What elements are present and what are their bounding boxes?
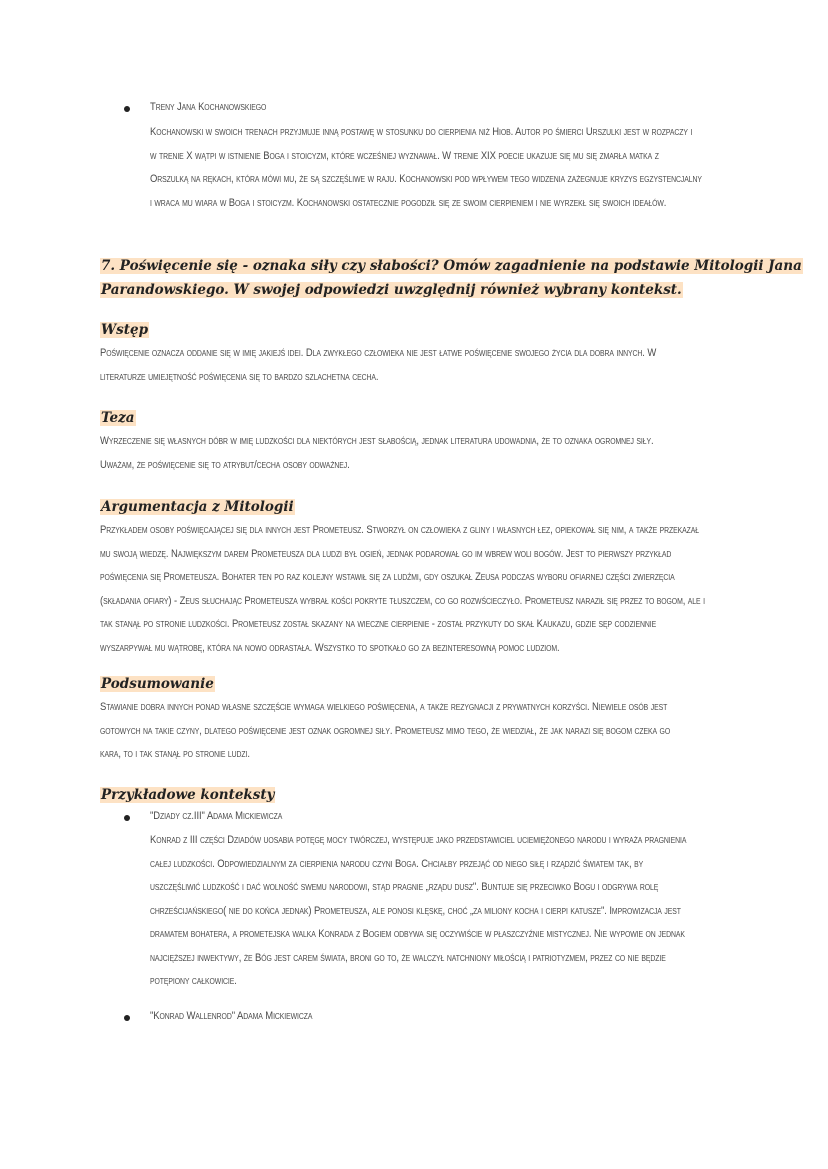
dziady-line-1: Konrad z III części Dziadów uosabia potęgę mocy twórczej, występuje jako przedstawiciel uciemiężonego narodu i wyraża pragnienia — [150, 834, 687, 846]
dziady-line-2: całej ludzkości. Odpowiedzialnym za cierpienia narodu czyni Boga. Chciałby przejąć od niego siłę i rządzić światem tak, by — [150, 857, 644, 870]
dziady-paragraph — [150, 829, 769, 994]
bullet-icon — [124, 1015, 130, 1021]
dziady-bullet-item — [124, 810, 130, 821]
podsumowanie-paragraph — [100, 696, 719, 767]
wstep-heading-text: Wstęp — [101, 322, 149, 338]
argumentacja-line-5: tak stanął po stronie ludzkości. Prometeusz został skazany na wieczne cierpienie - został przykuty do skał Kaukazu, gdzie sęp codziennie — [100, 618, 657, 630]
argumentacja-line-6: wyszarpywał mu wątrobę, która na nowo odrastała. Wszystko to spotkało go za bezinteresowną pomoc ludziom. — [100, 641, 560, 654]
podsumowanie-line-2: gotowych na takie czyny, dlatego poświęcenie jest oznak ogromnej siły. Prometeusz mimo tego, że wiedział, że jak narazi się bogom czeka go — [100, 724, 671, 737]
teza-heading — [100, 406, 136, 430]
treny-line-2: w trenie X wątpi w istnienie Boga i stoicyzm, które wcześniej wyznawał. W trenie XIX poecie ukazuje się mu się zmarła matka z — [150, 149, 659, 162]
treny-title: Treny Jana Kochanowskiego — [150, 101, 267, 113]
wstep-paragraph — [100, 342, 719, 389]
dziady-line-6: najcięższej inwektywy, że Bóg jest carem świata, broni go to, że walczył natchniony miłością i patriotyzmem, przez co nie będzie — [150, 951, 666, 964]
konteksty-heading-text: Przykładowe konteksty — [101, 787, 275, 803]
treny-line-4: i wraca mu wiara w Boga i stoicyzm. Kochanowski ostatecznie pogodził się ze swoim cierpieniem i nie wyrzekł się swoich ideałów. — [150, 196, 667, 209]
treny-line-1: Kochanowski w swoich trenach przyjmuje inną postawę w stosunku do cierpienia niż Hiob. Autor po śmierci Urszulki jest w rozpaczy i — [150, 126, 693, 138]
podsumowanie-heading — [100, 672, 215, 696]
wstep-heading — [100, 318, 149, 342]
argumentacja-line-1: Przykładem osoby poświęcającej się dla innych jest Prometeusz. Stworzył on człowieka z gliny i własnych łez, opiekował się nim, a także przekazał — [100, 524, 700, 536]
argumentacja-line-4: (składania ofiary) - Zeus słuchając Prometeusza wybrał kości pokryte tłuszczem, co go rozwścieczyło. Prometeusz naraził się przez to bogom, ale i — [100, 594, 705, 607]
treny-bullet-item — [124, 101, 130, 112]
wallenrod-title: "Konrad Wallenrod" Adama Mickiewicza — [150, 1010, 313, 1022]
wstep-line-1: Poświęcenie oznacza oddanie się w imię jakiejś idei. Dla zwykłego człowieka nie jest łatwe poświęcenie swojego życia dla dobra innych. W — [100, 347, 657, 359]
konteksty-heading — [100, 783, 275, 807]
dziady-line-4: chrześcijańskiego( nie do końca jednak) Prometeusza, ale ponosi klęskę, choć „za miliony kocha i cierpi katusze". Improwizacja jest — [150, 904, 681, 917]
argumentacja-line-2: mu swoją wiedzę. Największym darem Prometeusza dla ludzi był ogień, jednak podarował go im wbrew woli bogów. Jest to pierwszy przykład — [100, 547, 672, 560]
argumentacja-paragraph — [100, 519, 719, 660]
question-heading — [100, 254, 803, 302]
treny-paragraph — [150, 121, 769, 215]
dziady-line-5: dramatem bohatera, a prometejska walka Konrada z Bogiem odbywa się oczywiście w płaszczyźnie mistycznej. Nie wypowie on jednak — [150, 928, 685, 940]
bullet-icon — [124, 815, 130, 821]
question-line-1: 7. Poświęcenie się - oznaka siły czy słabości? Omów zagadnienie na podstawie Mitologii Jana — [101, 258, 802, 274]
wstep-line-2: literaturze umiejętność poświęcenia się to bardzo szlachetna cecha. — [100, 370, 379, 383]
wallenrod-bullet-item — [124, 1010, 130, 1021]
teza-paragraph — [100, 430, 719, 477]
argumentacja-line-3: poświęcenia się Prometeusza. Bohater ten po raz kolejny wstawił się za ludźmi, gdy oszukał Zeusa podczas wyboru ofiarnej części zwierzęcia — [100, 571, 675, 583]
podsumowanie-line-1: Stawianie dobra innych ponad własne szczęście wymaga wielkiego poświęcenia, a także rezygnacji z prywatnych korzyści. Niewiele osób jest — [100, 701, 668, 713]
question-line-2: Parandowskiego. W swojej odpowiedzi uwzględnij również wybrany kontekst. — [101, 282, 682, 298]
teza-heading-text: Teza — [101, 410, 135, 426]
teza-line-2: Uważam, że poświęcenie się to atrybut/cecha osoby odważnej. — [100, 458, 350, 471]
treny-line-3: Orszulką na rękach, która mówi mu, że są szczęśliwe w raju. Kochanowski pod wpływem tego widzenia zażegnuje kryzys egzystencjalny — [150, 173, 702, 185]
dziady-title: "Dziady cz.III" Adama Mickiewicza — [150, 810, 283, 822]
argumentacja-heading-text: Argumentacja z Mitologii — [101, 499, 294, 515]
dziady-line-3: uszczęśliwić ludzkość i dać wolność swemu narodowi, stąd pragnie „rządu dusz". Buntuje się przeciwko Bogu i odgrywa rolę — [150, 881, 659, 893]
podsumowanie-heading-text: Podsumowanie — [101, 676, 214, 692]
argumentacja-heading — [100, 495, 295, 519]
dziady-line-7: potępiony całkowicie. — [150, 975, 237, 987]
teza-line-1: Wyrzeczenie się własnych dóbr w imię ludzkości dla niektórych jest słabością, jednak literatura udowadnia, że to oznaka ogromnej siły. — [100, 435, 654, 447]
bullet-icon — [124, 106, 130, 112]
podsumowanie-line-3: kara, to i tak stanął po stronie ludzi. — [100, 748, 250, 760]
